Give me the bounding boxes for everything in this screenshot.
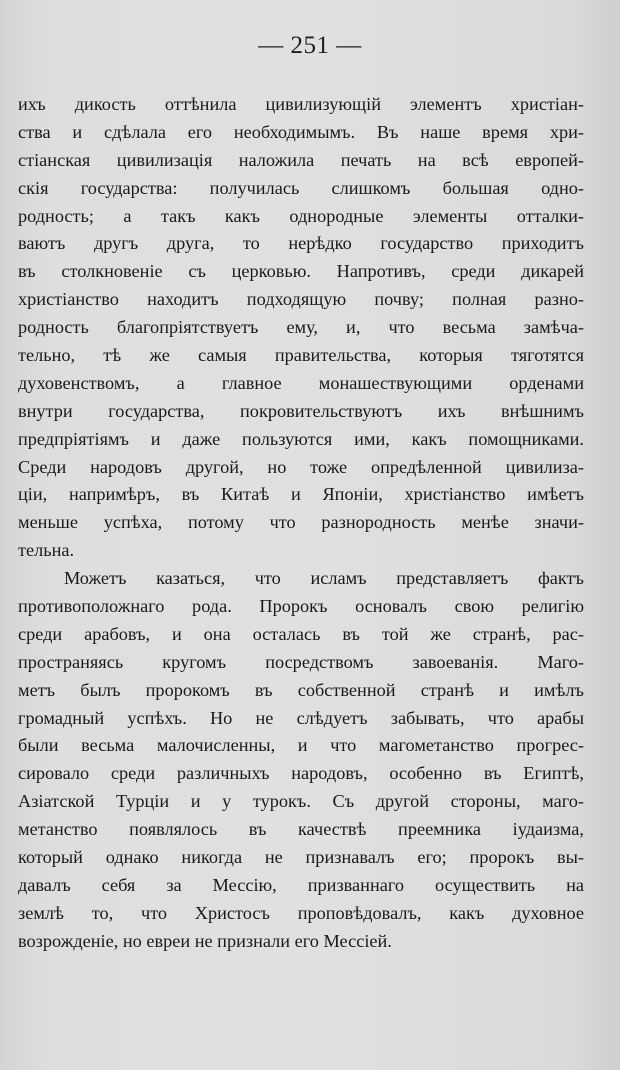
text-line: въ столкновеніе съ церковью. Напротивъ, среди дикарей	[18, 261, 584, 282]
text-line: ваютъ другъ друга, то нерѣдко государство приходитъ	[18, 233, 584, 254]
text-line: среди арабовъ, и она осталась въ той же странѣ, рас-	[18, 623, 584, 644]
text-line: тельна.	[18, 540, 75, 561]
text-line: ціи, напримѣръ, въ Китаѣ и Японіи, христіанство имѣетъ	[18, 484, 584, 505]
text-line: возрожденіе, но евреи не признали его Мессіей.	[18, 930, 392, 951]
text-line: давалъ себя за Мессію, призваннаго осуществить на	[18, 874, 584, 895]
text-line: родность благопріятствуетъ ему, и, что весьма замѣча-	[18, 317, 584, 338]
text-line: духовенствомъ, а главное монашествующими орденами	[18, 372, 584, 393]
text-line: предпріятіямъ и даже пользуются ими, какъ помощниками.	[18, 428, 584, 449]
text-line: стіанская цивилизація наложила печать на всѣ европей-	[18, 149, 584, 170]
text-line: Азіатской Турціи и у турокъ. Съ другой стороны, маго-	[18, 791, 584, 812]
text-line: тельно, тѣ же самыя правительства, которыя тяготятся	[18, 345, 584, 366]
text-line: ихъ дикость оттѣнила цивилизующій элементъ христіан-	[18, 94, 584, 114]
text-line: громадный успѣхъ. Но не слѣдуетъ забывать, что арабы	[18, 707, 584, 728]
text-line: ства и сдѣлала его необходимымъ. Въ наше время хри-	[18, 121, 584, 142]
text-line: Можетъ казаться, что исламъ представляетъ фактъ	[64, 568, 584, 589]
text-line: скія государства: получилась слишкомъ большая одно-	[18, 177, 584, 198]
text-line: пространяясь кругомъ посредствомъ завоеванія. Маго-	[18, 651, 584, 672]
page-number: — 251 —	[258, 32, 362, 59]
text-line: христіанство находитъ подходящую почву; полная разно-	[18, 289, 584, 310]
body-text	[18, 91, 584, 956]
text-line: метанство появлялось въ качествѣ преемника іудаизма,	[18, 819, 584, 840]
text-line: были весьма малочисленны, и что магометанство прогрес-	[18, 735, 584, 756]
text-line: сировало среди различныхъ народовъ, особенно въ Египтѣ,	[18, 763, 584, 784]
text-line: метъ былъ пророкомъ въ собственной странѣ и имѣлъ	[18, 679, 584, 700]
text-line: землѣ то, что Христосъ проповѣдовалъ, какъ духовное	[18, 902, 584, 923]
text-line: родность; а такъ какъ однородные элементы отталки-	[18, 205, 584, 226]
text-line: противоположнаго рода. Пророкъ основалъ свою религію	[18, 596, 584, 617]
text-line: меньше успѣха, потому что разнородность менѣе значи-	[18, 512, 584, 533]
text-line: Среди народовъ другой, но тоже опредѣленной цивилиза-	[18, 456, 584, 477]
text-line: который однако никогда не признавалъ его; пророкъ вы-	[18, 847, 584, 868]
text-line: внутри государства, покровительствуютъ ихъ внѣшнимъ	[18, 400, 584, 421]
